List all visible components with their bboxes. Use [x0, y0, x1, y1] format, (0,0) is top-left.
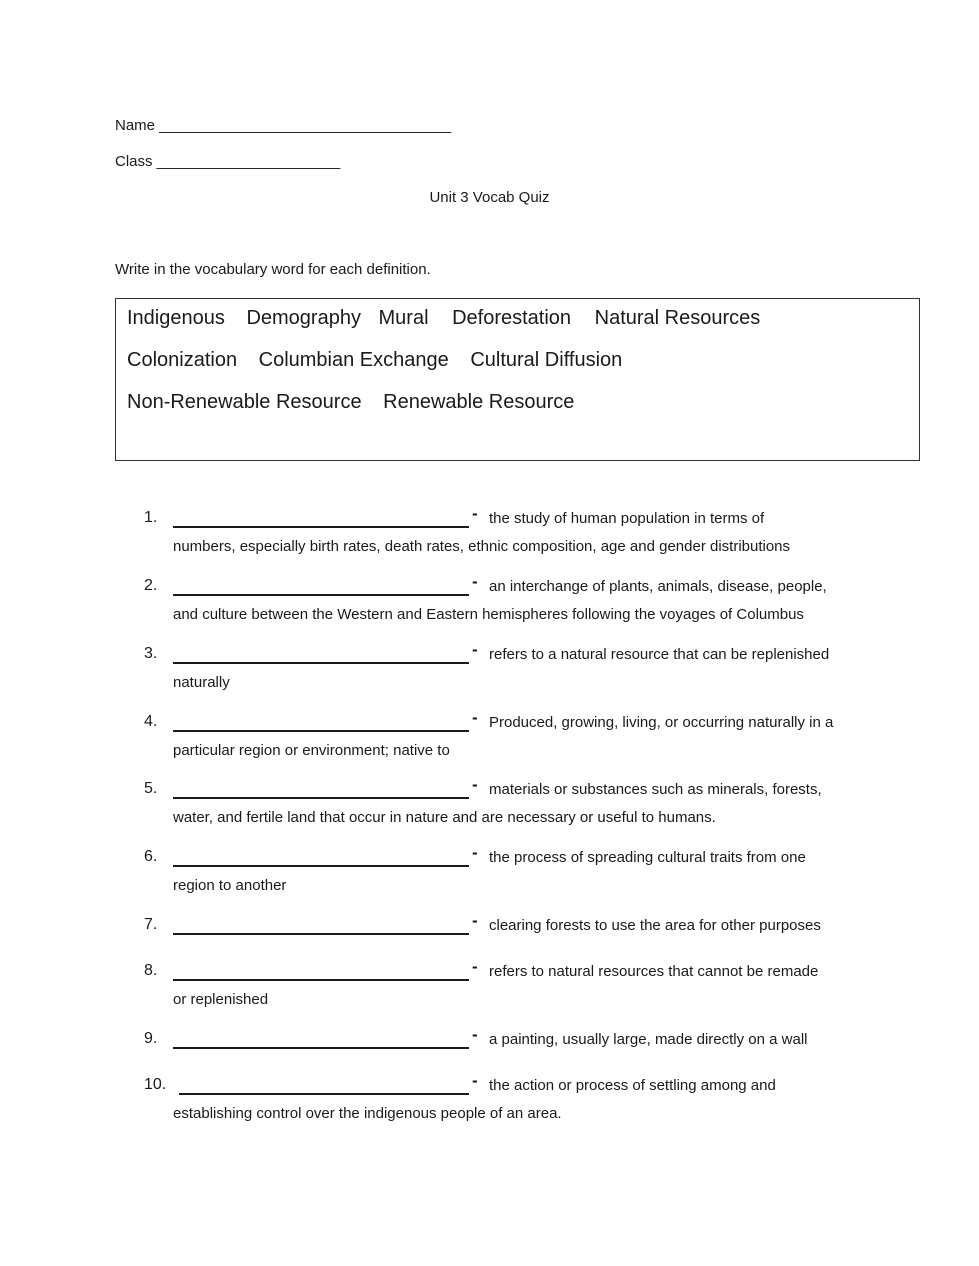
definition-line-2: water, and fertile land that occur in nature and are necessary or useful to humans.	[173, 809, 716, 826]
dash-separator: -	[472, 572, 478, 591]
definition-line-2: particular region or environment; native to	[173, 742, 450, 759]
answer-blank[interactable]	[173, 662, 469, 664]
dash-separator: -	[472, 775, 478, 794]
word-bank-term: Deforestation	[452, 307, 572, 329]
question-number: 7.	[144, 916, 158, 933]
definition-line-2: and culture between the Western and Eastern hemispheres following the voyages of Columbus	[173, 606, 804, 623]
definition-line-1: clearing forests to use the area for other purposes	[489, 917, 821, 934]
definition-line-1: refers to natural resources that cannot be remade	[489, 963, 819, 980]
dash-separator: -	[472, 1025, 478, 1044]
definition-line-1: a painting, usually large, made directly on a wall	[489, 1031, 808, 1048]
definition-line-2: or replenished	[173, 991, 269, 1008]
question-number: 1.	[144, 509, 158, 526]
name-field-label[interactable]: Name ___________________________________	[115, 117, 452, 134]
answer-blank[interactable]	[173, 730, 469, 732]
definition-line-1: refers to a natural resource that can be replenished	[489, 646, 830, 663]
word-bank-term: Cultural Diffusion	[470, 349, 623, 371]
question-number: 9.	[144, 1030, 158, 1047]
word-bank-term: Non-Renewable Resource	[127, 391, 362, 413]
answer-blank[interactable]	[173, 979, 469, 981]
question-number: 10.	[144, 1076, 167, 1093]
page-title: Unit 3 Vocab Quiz	[429, 189, 550, 206]
dash-separator: -	[472, 957, 478, 976]
dash-separator: -	[472, 640, 478, 659]
dash-separator: -	[472, 911, 478, 930]
word-bank-row-3	[127, 391, 590, 414]
question-number: 2.	[144, 577, 158, 594]
definition-line-2: naturally	[173, 674, 230, 691]
word-bank-term: Mural	[378, 307, 429, 329]
dash-separator: -	[472, 1071, 478, 1090]
word-bank-term: Indigenous	[127, 307, 225, 329]
answer-blank[interactable]	[173, 526, 469, 528]
word-bank-row-1	[127, 307, 776, 330]
word-bank-term: Demography	[246, 307, 361, 329]
definition-line-1: the action or process of settling among and	[489, 1077, 776, 1094]
answer-blank[interactable]	[173, 1047, 469, 1049]
question-number: 5.	[144, 780, 158, 797]
question-number: 3.	[144, 645, 158, 662]
definition-line-1: the study of human population in terms of	[489, 510, 765, 527]
word-bank	[115, 298, 920, 461]
word-bank-term: Colonization	[127, 349, 238, 371]
definition-line-2: numbers, especially birth rates, death rates, ethnic composition, age and gender distributions	[173, 538, 791, 555]
definition-line-1: an interchange of plants, animals, disease, people,	[489, 578, 827, 595]
definition-line-1: materials or substances such as minerals, forests,	[489, 781, 822, 798]
answer-blank[interactable]	[173, 797, 469, 799]
question-number: 4.	[144, 713, 158, 730]
dash-separator: -	[472, 843, 478, 862]
question-number: 6.	[144, 848, 158, 865]
word-bank-row-2	[127, 349, 638, 372]
answer-blank[interactable]	[173, 933, 469, 935]
word-bank-term: Natural Resources	[594, 307, 761, 329]
definition-line-1: Produced, growing, living, or occurring naturally in a	[489, 714, 834, 731]
question-number: 8.	[144, 962, 158, 979]
word-bank-term: Columbian Exchange	[258, 349, 449, 371]
answer-blank[interactable]	[179, 1093, 469, 1095]
instructions: Write in the vocabulary word for each definition.	[115, 261, 431, 278]
answer-blank[interactable]	[173, 594, 469, 596]
definition-line-1: the process of spreading cultural traits from one	[489, 849, 806, 866]
dash-separator: -	[472, 708, 478, 727]
word-bank-term: Renewable Resource	[383, 391, 575, 413]
definition-line-2: establishing control over the indigenous people of an area.	[173, 1105, 562, 1122]
class-field-label[interactable]: Class ______________________	[115, 153, 341, 170]
answer-blank[interactable]	[173, 865, 469, 867]
definition-line-2: region to another	[173, 877, 287, 894]
dash-separator: -	[472, 504, 478, 523]
